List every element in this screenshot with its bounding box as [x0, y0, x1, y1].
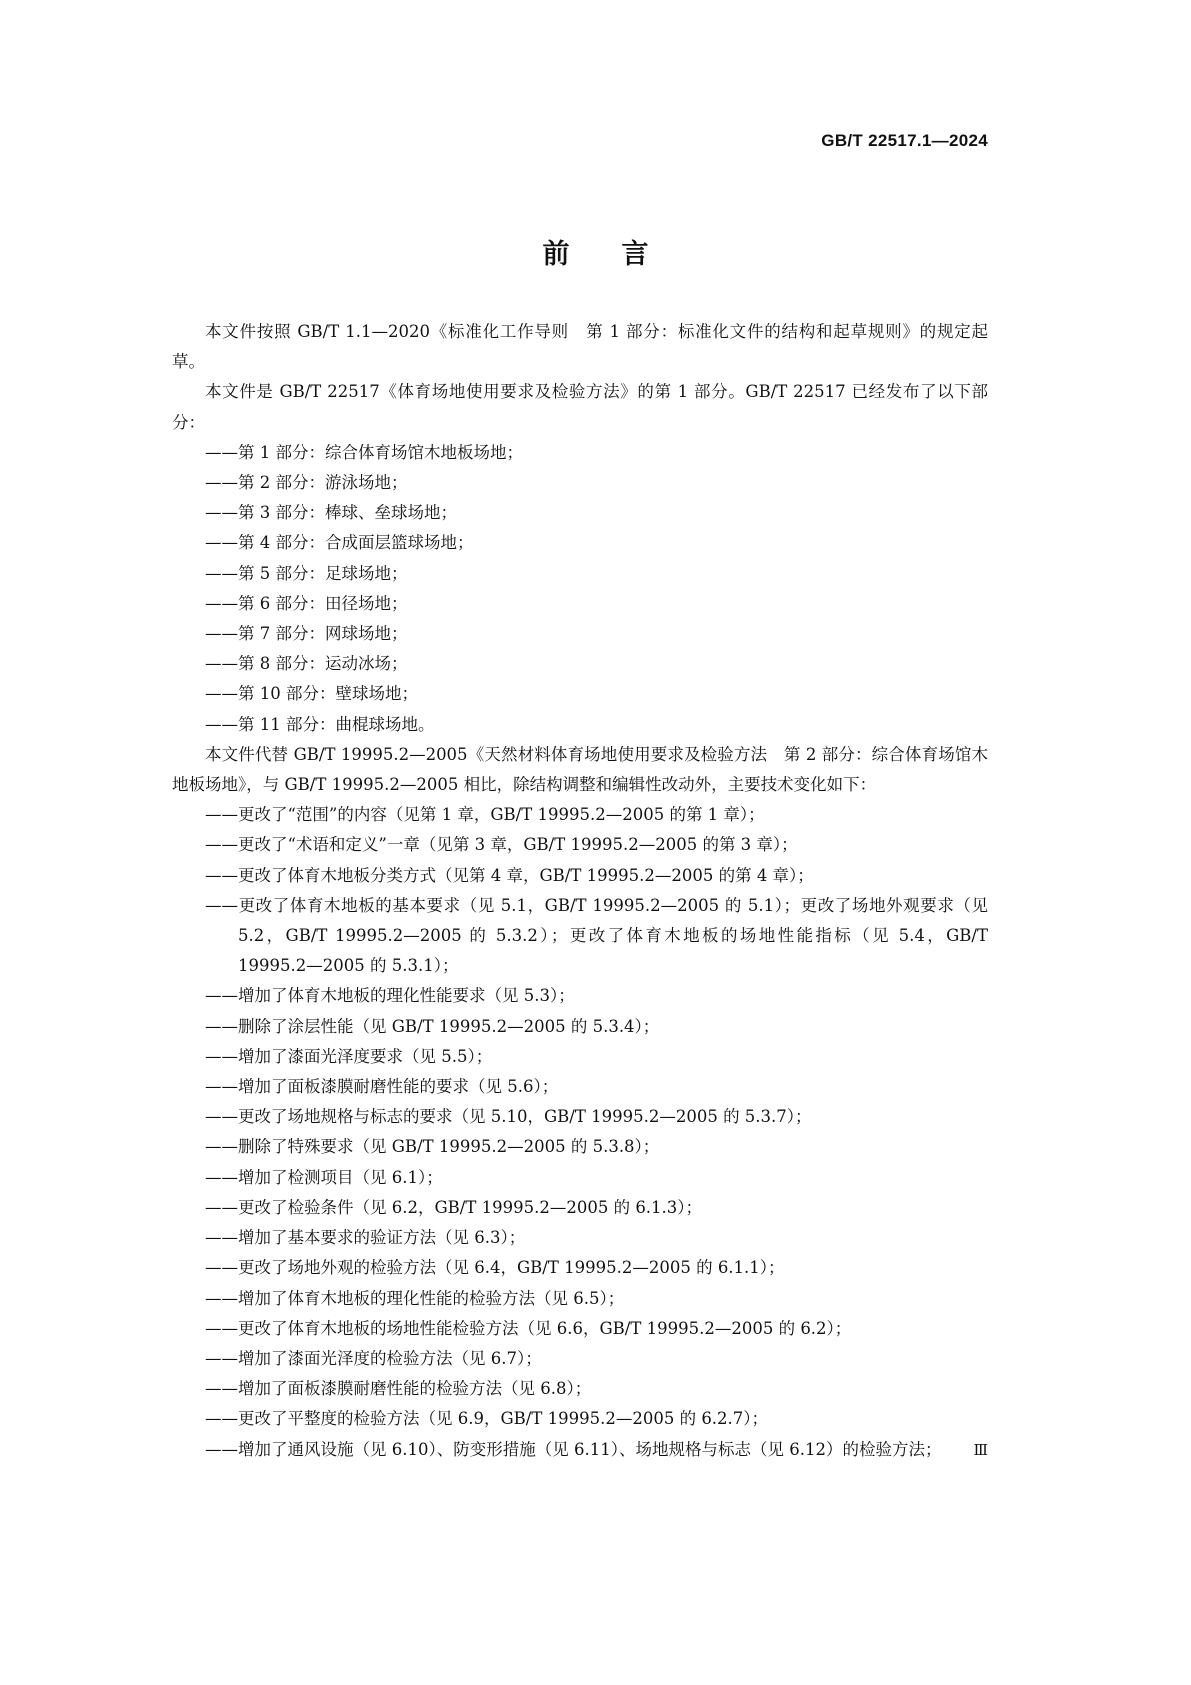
list-item: ——更改了体育木地板分类方式（见第 4 章，GB/T 19995.2—2005 的第 4 章）； — [205, 865, 814, 885]
list-item: ——更改了体育木地板的场地性能检验方法（见 6.6，GB/T 19995.2—2005 的 6.2）； — [205, 1318, 852, 1338]
list-item: ——增加了体育木地板的理化性能要求（见 5.3）； — [205, 986, 575, 1006]
list-item: ——第 6 部分：田径场地； — [205, 593, 408, 613]
list-item: ——增加了漆面光泽度的检验方法（见 6.7）； — [205, 1348, 542, 1368]
list-item: ——删除了特殊要求（见 GB/T 19995.2—2005 的 5.3.8）； — [205, 1137, 660, 1157]
list-item: ——第 5 部分：足球场地； — [205, 563, 408, 583]
list-item: ——第 10 部分：壁球场地； — [205, 684, 418, 704]
page-title: 前言 — [542, 239, 701, 270]
list-item: ——增加了漆面光泽度要求（见 5.5）； — [205, 1046, 493, 1066]
list-item: ——第 7 部分：网球场地； — [205, 624, 408, 644]
list-item: ——更改了体育木地板的基本要求（见 5.1，GB/T 19995.2—2005 的 5.1）；更改了场地外观要求（见 5.2，GB/T 19995.2—2005 的 5.3.2）；更改了体育木地板的场地性能指标（见 5.4，GB/T 19995.2—2005 的 5.3.1）； — [205, 895, 988, 976]
list-item: ——删除了涂层性能（见 GB/T 19995.2—2005 的 5.3.4）； — [205, 1016, 660, 1036]
list-item: ——增加了基本要求的验证方法（见 6.3）； — [205, 1228, 526, 1248]
list-item: ——更改了检验条件（见 6.2，GB/T 19995.2—2005 的 6.1.3）； — [205, 1197, 703, 1217]
foreword-body — [172, 317, 988, 1465]
parts-list — [172, 438, 988, 740]
list-item: ——更改了场地规格与标志的要求（见 5.10，GB/T 19995.2—2005 的 5.3.7）； — [205, 1107, 812, 1127]
list-item: ——增加了面板漆膜耐磨性能的要求（见 5.6）； — [205, 1077, 559, 1097]
list-item: ——增加了体育木地板的理化性能的检验方法（见 6.5）； — [205, 1288, 625, 1308]
document-code: GB/T 22517.1—2024 — [821, 131, 988, 150]
list-item: ——第 11 部分：曲棍球场地。 — [205, 714, 435, 734]
list-item: ——增加了通风设施（见 6.10）、防变形措施（见 6.11）、场地规格与标志（见 6.12）的检验方法； — [205, 1439, 942, 1459]
changes-list — [172, 800, 988, 1464]
list-item: ——更改了场地外观的检验方法（见 6.4，GB/T 19995.2—2005 的 6.1.1）； — [205, 1258, 785, 1278]
intro-paragraph-3: 本文件代替 GB/T 19995.2—2005《天然材料体育场地使用要求及检验方法 第 2 部分：综合体育场馆木地板场地》，与 GB/T 19995.2—2005 相比，除结构调整和编辑性改动外，主要技术变化如下： — [172, 744, 988, 795]
list-item: ——第 3 部分：棒球、垒球场地； — [205, 503, 457, 523]
intro-paragraph-1: 本文件按照 GB/T 1.1—2020《标准化工作导则 第 1 部分：标准化文件的结构和起草规则》的规定起草。 — [172, 322, 988, 372]
list-item: ——第 2 部分：游泳场地； — [205, 473, 408, 493]
intro-paragraph-2: 本文件是 GB/T 22517《体育场地使用要求及检验方法》的第 1 部分。GB/T 22517 已经发布了以下部分： — [172, 382, 988, 432]
list-item: ——增加了面板漆膜耐磨性能的检验方法（见 6.8）； — [205, 1379, 592, 1399]
list-item: ——更改了平整度的检验方法（见 6.9，GB/T 19995.2—2005 的 6.2.7）； — [205, 1409, 769, 1429]
list-item: ——更改了“范围”的内容（见第 1 章，GB/T 19995.2—2005 的第 1 章）； — [205, 805, 765, 825]
list-item: ——第 8 部分：运动冰场； — [205, 654, 408, 674]
list-item: ——更改了“术语和定义”一章（见第 3 章，GB/T 19995.2—2005 的第 3 章）； — [205, 835, 798, 855]
list-item: ——第 4 部分：合成面层篮球场地； — [205, 533, 474, 553]
list-item: ——第 1 部分：综合体育场馆木地板场地； — [205, 442, 523, 462]
page-number: Ⅲ — [973, 1441, 988, 1459]
list-item: ——增加了检测项目（见 6.1）； — [205, 1167, 443, 1187]
